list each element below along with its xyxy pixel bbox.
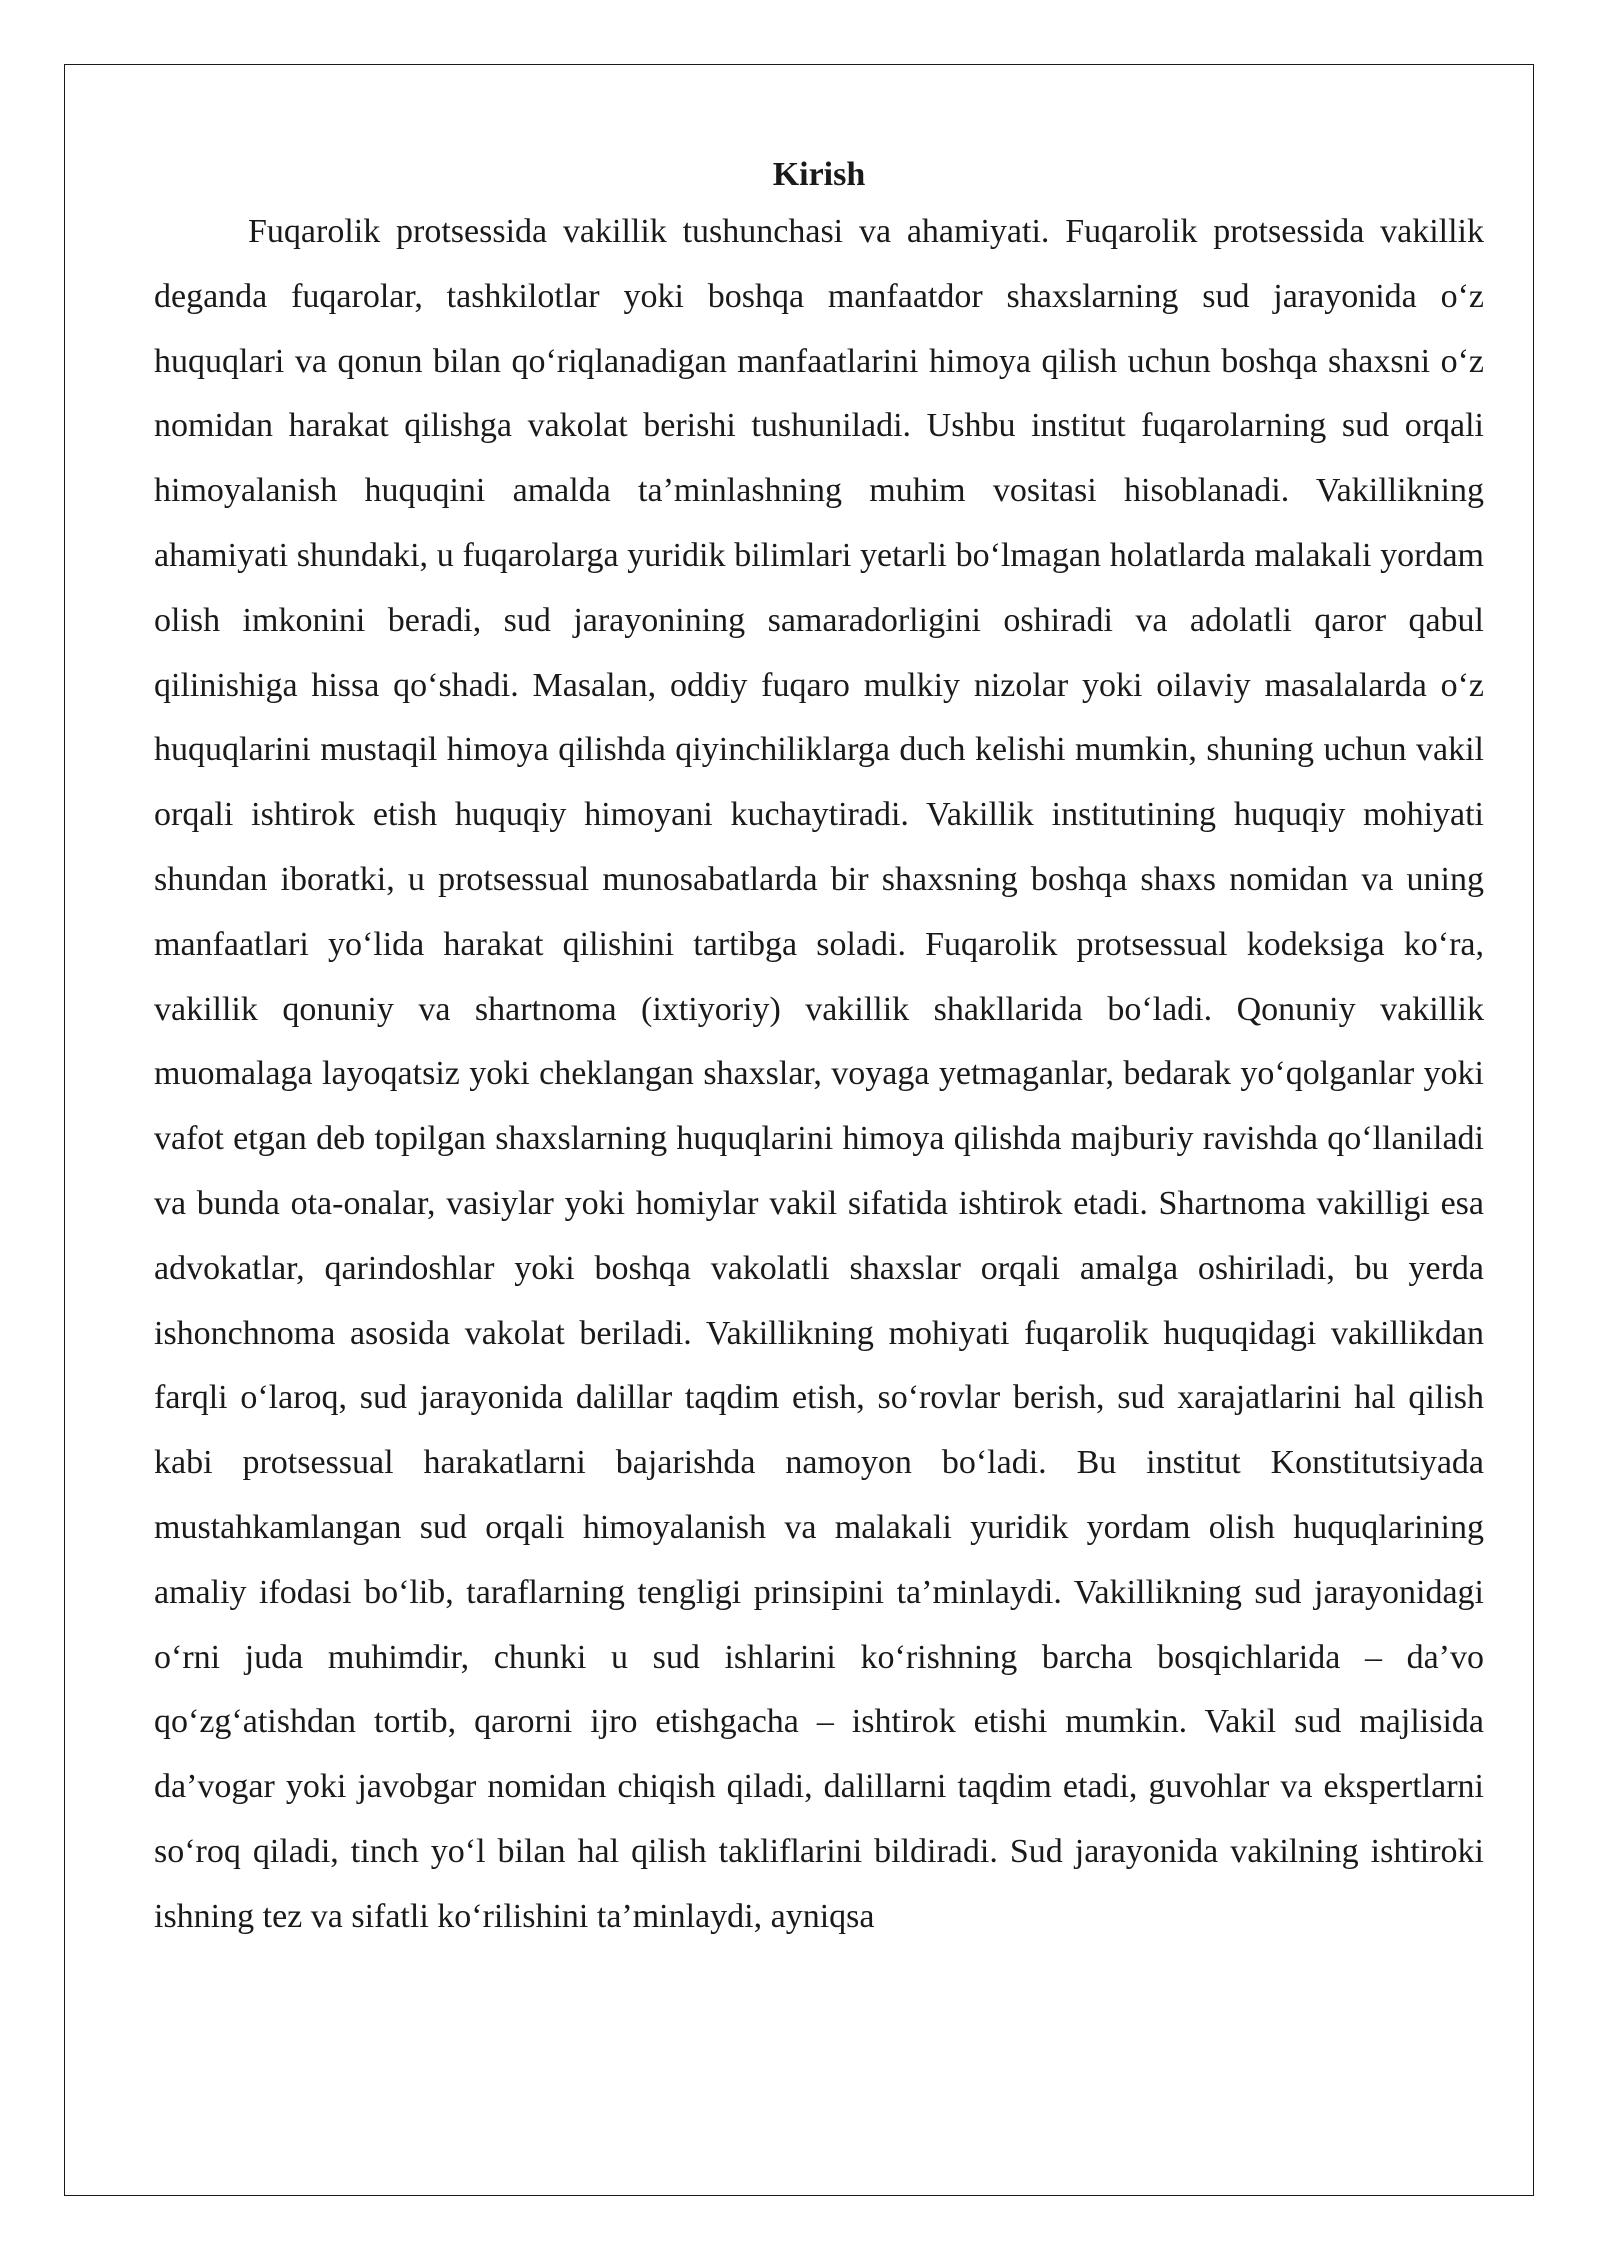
body-paragraph: Fuqarolik protsessida vakillik tushunchasi va ahamiyati. Fuqarolik protsessida vakillik deganda fuqarolar, tashkilotlar yoki boshqa manfaatdor shaxslarning sud jarayonida o‘z huquqlari va qonun bilan qo‘riqlanadigan manfaatlarini himoya qilish uchun boshqa shaxsni o‘z nomidan harakat qilishga vakolat berishi tushuniladi. Ushbu institut fuqarolarning sud orqali himoyalanish huquqini amalda ta’minlashning muhim vositasi hisoblanadi. Vakillikning ahamiyati shundaki, u fuqarolarga yuridik bilimlari yetarli bo‘lmagan holatlarda malakali yordam olish imkonini beradi, sud jarayonining samaradorligini oshiradi va adolatli qaror qabul qilinishiga hissa qo‘shadi. Masalan, oddiy fuqaro mulkiy nizolar yoki oilaviy masalalarda o‘z huquqlarini mustaqil himoya qilishda qiyinchiliklarga duch kelishi mumkin, shuning uchun vakil orqali ishtirok etish huquqiy himoyani kuchaytiradi. Vakillik institutining huquqiy mohiyati shundan iboratki, u protsessual munosabatlarda bir shaxsning boshqa shaxs nomidan va uning manfaatlari yo‘lida harakat qilishini tartibga soladi. Fuqarolik protsessual kodeksiga ko‘ra, vakillik qonuniy va shartnoma (ixtiyoriy) vakillik shakllarida bo‘ladi. Qonuniy vakillik muomalaga layoqatsiz yoki cheklangan shaxslar, voyaga yetmaganlar, bedarak yo‘qolganlar yoki vafot etgan deb topilgan shaxslarning huquqlarini himoya qilishda majburiy ravishda qo‘llaniladi va bunda ota-onalar, vasiylar yoki homiylar vakil sifatida ishtirok etadi. Shartnoma vakilligi esa advokatlar, qarindoshlar yoki boshqa vakolatli shaxslar orqali amalga oshiriladi, bu yerda ishonchnoma asosida vakolat beriladi. Vakillikning mohiyati fuqarolik huquqidagi vakillikdan farqli o‘laroq, sud jarayonida dalillar taqdim etish, so‘rovlar berish, sud xarajatlarini hal qilish kabi protsessual harakatlarni bajarishda namoyon bo‘ladi. Bu institut Konstitutsiyada mustahkamlangan sud orqali himoyalanish va malakali yuridik yordam olish huquqlarining amaliy ifodasi bo‘lib, taraflarning tengligi prinsipini ta’minlaydi. Vakillikning sud jarayonidagi o‘rni juda muhimdir, chunki u sud ishlarini ko‘rishning barcha bosqichlarida – da’vo qo‘zg‘atishdan tortib, qarorni ijro etishgacha – ishtirok etishi mumkin. Vakil sud majlisida da’vogar yoki javobgar nomidan chiqish qiladi, dalillarni taqdim etadi, guvohlar va ekspertlarni so‘roq qiladi, tinch yo‘l bilan hal qilish takliflarini bildiradi. Sud jarayonida vakilning ishtiroki ishning tez va sifatli ko‘rilishini ta’minlaydi, ayniqsa [154, 213, 1484, 1935]
document-body [154, 150, 1484, 1950]
document-title: Kirish [772, 156, 866, 193]
